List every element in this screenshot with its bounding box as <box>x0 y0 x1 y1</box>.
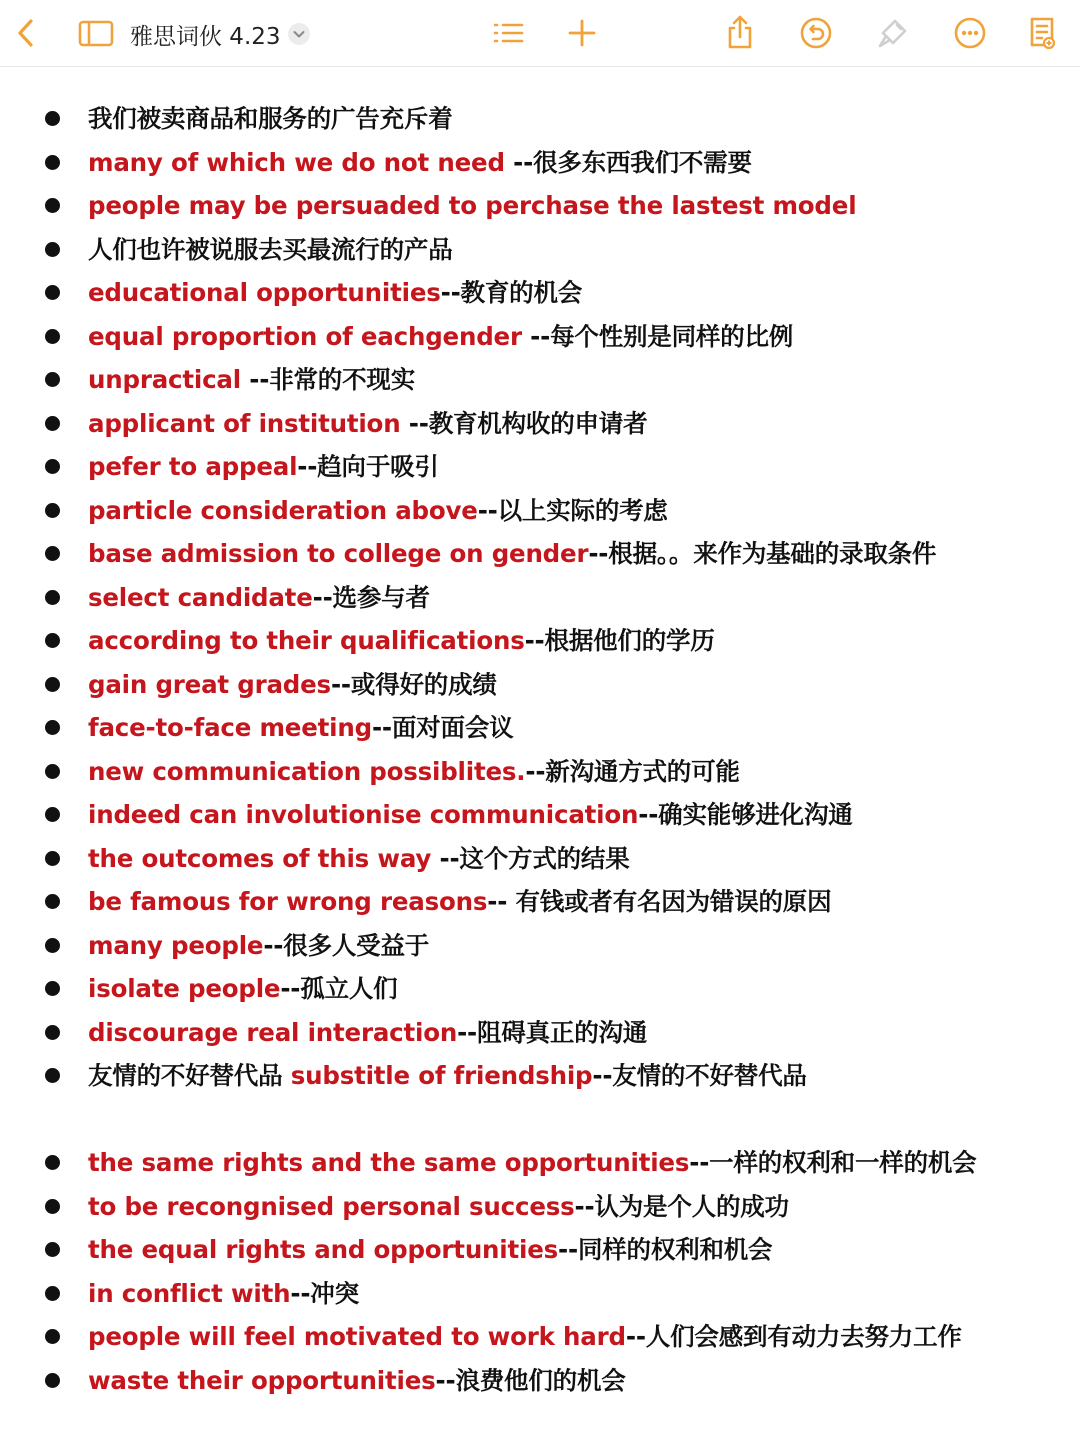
bullet-icon <box>45 1155 60 1170</box>
plus-icon <box>560 11 604 55</box>
list-item[interactable] <box>0 272 1080 316</box>
bullet-icon <box>45 764 60 779</box>
list-item[interactable] <box>0 533 1080 577</box>
list-item-text <box>88 145 752 181</box>
note-title[interactable]: 雅思词伙 4.23 <box>130 24 281 50</box>
list-item[interactable] <box>0 142 1080 186</box>
english-phrase: discourage real interaction <box>88 1017 458 1047</box>
bullet-icon <box>45 546 60 561</box>
bullet-icon <box>45 198 60 213</box>
bullet-icon <box>45 1373 60 1388</box>
bullet-icon <box>45 111 60 126</box>
bullet-icon <box>45 155 60 170</box>
bullet-icon <box>45 938 60 953</box>
chinese-text: --这个方式的结果 <box>439 843 630 873</box>
list-item-text <box>88 536 936 572</box>
list-item[interactable] <box>0 359 1080 403</box>
list-item-text <box>88 754 740 790</box>
sidebar-toggle-button[interactable] <box>74 11 118 55</box>
list-item-text <box>88 667 497 703</box>
english-phrase: many of which we do not need <box>88 147 514 177</box>
list-item-text <box>88 580 430 616</box>
list-button[interactable] <box>486 11 530 55</box>
back-button[interactable] <box>4 11 48 55</box>
chinese-text: --冲突 <box>290 1278 359 1308</box>
list-item-text <box>88 232 453 268</box>
list-item-text <box>88 449 439 485</box>
list-item[interactable] <box>0 707 1080 751</box>
list-item[interactable] <box>0 490 1080 534</box>
chinese-text: --每个性别是同样的比例 <box>530 321 794 351</box>
english-phrase: base admission to college on gender <box>88 539 589 568</box>
undo-button[interactable] <box>794 11 838 55</box>
bullet-icon <box>45 633 60 648</box>
bullet-icon <box>45 1068 60 1083</box>
list-item[interactable] <box>0 1186 1080 1230</box>
chinese-text: 我们被卖商品和服务的广告充斥着 <box>88 104 453 133</box>
list-item-text <box>88 1145 976 1181</box>
list-item-text <box>88 319 793 355</box>
english-phrase: pefer to appeal <box>88 452 298 481</box>
list-item[interactable] <box>0 403 1080 447</box>
english-phrase: equal proportion of eachgender <box>88 321 531 351</box>
list-item[interactable] <box>0 968 1080 1012</box>
chinese-text: --面对面会议 <box>371 713 514 742</box>
undo-icon <box>794 11 838 55</box>
list-item[interactable] <box>0 1360 1080 1404</box>
bullet-icon <box>45 242 60 257</box>
chevron-down-icon <box>287 22 311 46</box>
list-item-text <box>88 928 429 964</box>
list-item[interactable] <box>0 577 1080 621</box>
new-note-button[interactable] <box>1020 11 1064 55</box>
markup-button[interactable] <box>871 11 915 55</box>
bullet-icon <box>45 329 60 344</box>
list-item-text <box>88 1363 626 1399</box>
chinese-text: --以上实际的考虑 <box>477 495 668 525</box>
bullet-icon <box>45 981 60 996</box>
bullet-icon <box>45 1329 60 1344</box>
chinese-text: --浪费他们的机会 <box>435 1365 626 1395</box>
bullet-icon <box>45 851 60 866</box>
english-phrase: isolate people <box>88 974 281 1003</box>
english-phrase: educational opportunities <box>88 278 441 307</box>
chinese-text: --阻碍真正的沟通 <box>457 1017 648 1047</box>
list-item[interactable] <box>0 1273 1080 1317</box>
bullet-icon <box>45 1286 60 1301</box>
list-item-text <box>88 362 415 398</box>
bullet-icon <box>45 459 60 474</box>
english-phrase: particle consideration above <box>88 495 478 525</box>
english-phrase: new communication possiblites. <box>88 756 526 786</box>
english-phrase: many people <box>88 930 264 960</box>
share-button[interactable] <box>718 11 762 55</box>
more-icon <box>948 11 992 55</box>
english-phrase: the equal rights and opportunities <box>88 1235 559 1264</box>
english-phrase: substitle of friendship <box>290 1061 593 1090</box>
list-item-text <box>88 1189 789 1225</box>
chinese-text: --同样的权利和机会 <box>558 1235 773 1264</box>
bullet-icon <box>45 590 60 605</box>
bullet-icon <box>45 807 60 822</box>
bullet-icon <box>45 372 60 387</box>
chinese-text: --孤立人们 <box>280 974 398 1003</box>
chinese-text: --趋向于吸引 <box>297 452 439 481</box>
bullet-icon <box>45 503 60 518</box>
english-phrase: the outcomes of this way <box>88 843 440 873</box>
list-item[interactable] <box>0 925 1080 969</box>
chinese-text: --非常的不现实 <box>249 365 416 394</box>
list-item-text <box>88 710 513 746</box>
english-phrase: waste their opportunities <box>88 1365 436 1395</box>
list-icon <box>486 11 530 55</box>
list-item[interactable] <box>0 664 1080 708</box>
chinese-text: --教育的机会 <box>440 278 583 307</box>
more-button[interactable] <box>948 11 992 55</box>
list-item[interactable] <box>0 1229 1080 1273</box>
bullet-icon <box>45 1242 60 1257</box>
bullet-icon <box>45 285 60 300</box>
chinese-text: -- 有钱或者有名因为错误的原因 <box>487 887 832 916</box>
english-phrase: indeed can involutionise communication <box>88 800 639 829</box>
chinese-text: 友情的不好替代品 <box>88 1061 291 1090</box>
list-item[interactable] <box>0 185 1080 229</box>
chinese-text: --新沟通方式的可能 <box>525 756 740 786</box>
list-item[interactable] <box>0 316 1080 360</box>
chinese-text: 人们也许被说服去买最流行的产品 <box>88 234 453 264</box>
list-item-text <box>88 101 453 137</box>
sidebar-icon <box>74 11 118 55</box>
chinese-text: --确实能够进化沟通 <box>638 800 853 829</box>
english-phrase: in conflict with <box>88 1278 291 1308</box>
chinese-text: --友情的不好替代品 <box>592 1061 807 1090</box>
chinese-text: --很多人受益于 <box>263 930 430 960</box>
english-phrase: people will feel motivated to work hard <box>88 1322 626 1351</box>
chinese-text: --选参与者 <box>312 582 430 612</box>
english-phrase: according to their qualifications <box>88 626 525 655</box>
list-item[interactable] <box>0 1012 1080 1056</box>
chinese-text: --教育机构收的申请者 <box>408 408 648 438</box>
chevron-left-icon <box>4 11 48 55</box>
list-item-text <box>88 1232 772 1268</box>
english-phrase: to be recongnised personal success <box>88 1191 575 1221</box>
english-phrase: unpractical <box>88 365 250 394</box>
list-item-text <box>88 841 630 877</box>
list-item[interactable] <box>0 794 1080 838</box>
title-menu-button[interactable] <box>287 22 311 46</box>
chinese-text: --人们会感到有动力去努力工作 <box>625 1322 962 1351</box>
english-phrase: face-to-face meeting <box>88 713 372 742</box>
english-phrase: gain great grades <box>88 669 331 699</box>
share-icon <box>718 11 762 55</box>
list-item-text <box>88 275 582 311</box>
english-phrase: the same rights and the same opportunities <box>88 1148 690 1177</box>
list-item[interactable] <box>0 838 1080 882</box>
list-item[interactable] <box>0 881 1080 925</box>
list-item-text <box>88 971 397 1007</box>
list-item-text <box>88 623 715 659</box>
note-body[interactable] <box>0 98 1080 1403</box>
list-item-text <box>88 1276 359 1312</box>
list-item[interactable] <box>0 229 1080 273</box>
chinese-text: --根据。。来作为基础的录取条件 <box>588 539 937 568</box>
list-item[interactable] <box>0 98 1080 142</box>
list-item-text <box>88 1058 807 1094</box>
list-item[interactable] <box>0 751 1080 795</box>
document-icon <box>1020 11 1064 55</box>
top-toolbar <box>0 0 1080 67</box>
list-item[interactable] <box>0 446 1080 490</box>
english-phrase: applicant of institution <box>88 408 409 438</box>
bullet-icon <box>45 1199 60 1214</box>
bullet-icon <box>45 1025 60 1040</box>
list-item-text <box>88 884 831 920</box>
list-item-text <box>88 1319 962 1355</box>
chinese-text: --一样的权利和一样的机会 <box>689 1148 977 1177</box>
chinese-text: --很多东西我们不需要 <box>513 147 752 177</box>
list-item[interactable] <box>0 1142 1080 1186</box>
bullet-icon <box>45 416 60 431</box>
bullet-icon <box>45 720 60 735</box>
chinese-text: --认为是个人的成功 <box>574 1191 789 1221</box>
list-item-text <box>88 406 647 442</box>
chinese-text: --根据他们的学历 <box>524 626 715 655</box>
bullet-icon <box>45 677 60 692</box>
english-phrase: be famous for wrong reasons <box>88 887 488 916</box>
english-phrase: select candidate <box>88 582 313 612</box>
list-item-text <box>88 1015 647 1051</box>
english-phrase: people may be persuaded to perchase the lastest model <box>88 191 857 220</box>
chinese-text: --或得好的成绩 <box>330 669 497 699</box>
list-item[interactable] <box>0 620 1080 664</box>
list-item[interactable] <box>0 1316 1080 1360</box>
list-item-text <box>88 188 856 224</box>
markup-icon <box>871 11 915 55</box>
bullet-icon <box>45 894 60 909</box>
add-button[interactable] <box>560 11 604 55</box>
list-item-text <box>88 797 853 833</box>
list-item[interactable] <box>0 1055 1080 1099</box>
blank-line[interactable] <box>0 1099 1080 1143</box>
list-item-text <box>88 493 668 529</box>
